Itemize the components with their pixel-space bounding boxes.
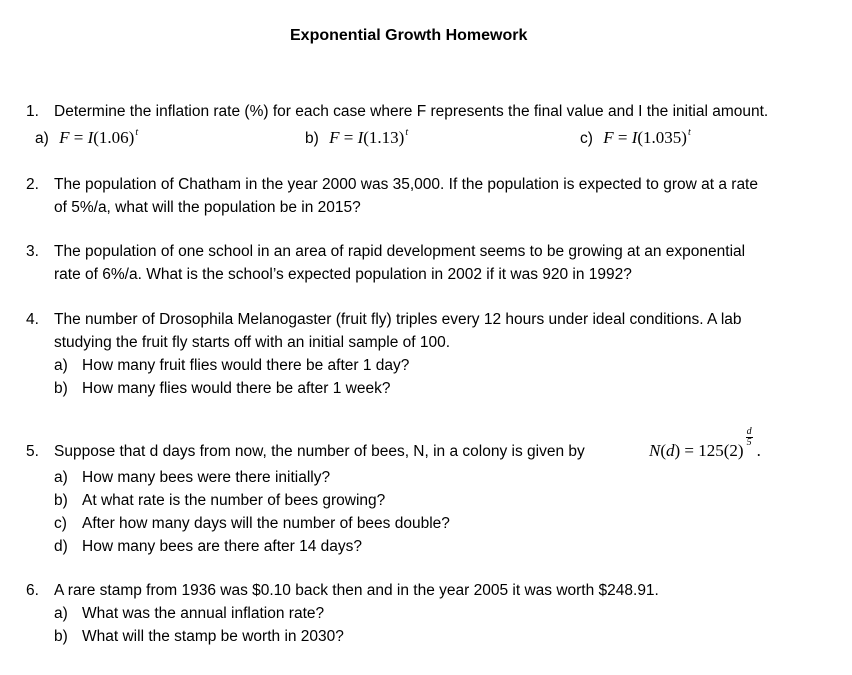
sub-text: How many bees were there initially?	[82, 469, 331, 486]
sub-label: b)	[305, 130, 319, 147]
sub-question-b	[54, 380, 391, 398]
bees-formula: N(d) = 125(2) $\frac{d}{5}$ .	[649, 426, 761, 460]
sub-question-a	[35, 128, 138, 148]
sub-label: c)	[54, 515, 67, 532]
question-number: 6.	[26, 582, 39, 599]
sub-question-b	[54, 628, 344, 646]
question-text-line-1: The population of Chatham in the year 2000 was 35,000. If the population is expected to grow at a rate	[54, 176, 758, 193]
sub-text: What was the annual inflation rate?	[82, 605, 325, 622]
question-text: Determine the inflation rate (%) for each case where F represents the final value and I the initial amount.	[54, 103, 769, 120]
sub-text: What will the stamp be worth in 2030?	[82, 628, 344, 645]
question-text: Suppose that d days from now, the number of bees, N, in a colony is given by	[54, 443, 585, 460]
sub-label: b)	[54, 628, 68, 645]
sub-text: How many fruit flies would there be after 1 day?	[82, 357, 410, 374]
question-text-line-2: of 5%/a, what will the population be in 2015?	[54, 199, 361, 216]
question-text-line-1: The number of Drosophila Melanogaster (fruit fly) triples every 12 hours under ideal conditions. A lab	[54, 311, 742, 328]
sub-label: a)	[54, 357, 68, 374]
question-number: 3.	[26, 243, 39, 260]
sub-question-d	[54, 538, 363, 556]
question-number: 4.	[26, 311, 39, 328]
sub-label: a)	[54, 605, 68, 622]
sub-text: At what rate is the number of bees growing?	[82, 492, 386, 509]
sub-question-b	[305, 128, 408, 148]
sub-label: a)	[35, 130, 49, 147]
page-title: Exponential Growth Homework	[290, 27, 528, 44]
question-number: 2.	[26, 176, 39, 193]
question-text: A rare stamp from 1936 was $0.10 back then and in the year 2005 it was worth $248.91.	[54, 582, 659, 599]
question-number: 1.	[26, 103, 39, 120]
formula-exponent: $\frac{d}{5}$	[746, 426, 752, 448]
sub-label: b)	[54, 380, 68, 397]
sub-label: a)	[54, 469, 68, 486]
question-text-line-2: studying the fruit fly starts off with an initial sample of 100.	[54, 334, 451, 351]
question-text-line-1: The population of one school in an area of rapid development seems to be growing at an exponential	[54, 243, 746, 260]
sub-text: How many flies would there be after 1 week?	[82, 380, 391, 397]
sub-question-a	[54, 357, 410, 375]
formula-a: $F = I(1.06)^t$	[59, 127, 139, 147]
sub-text: After how many days will the number of bees double?	[82, 515, 450, 532]
sub-label: b)	[54, 492, 68, 509]
formula-c: $F = I(1.035)^t$	[603, 127, 691, 147]
formula-b: $F = I(1.13)^t$	[329, 127, 409, 147]
sub-label: c)	[580, 130, 593, 147]
sub-question-a	[54, 469, 331, 487]
sub-question-a	[54, 605, 325, 623]
sub-question-c	[54, 515, 450, 533]
question-text-line-2: rate of 6%/a. What is the school’s expected population in 2002 if it was 920 in 1992?	[54, 266, 632, 283]
question-number: 5.	[26, 443, 39, 460]
sub-question-c	[580, 128, 691, 148]
sub-label: d)	[54, 538, 68, 555]
sub-question-b	[54, 492, 386, 510]
sub-text: How many bees are there after 14 days?	[82, 538, 363, 555]
